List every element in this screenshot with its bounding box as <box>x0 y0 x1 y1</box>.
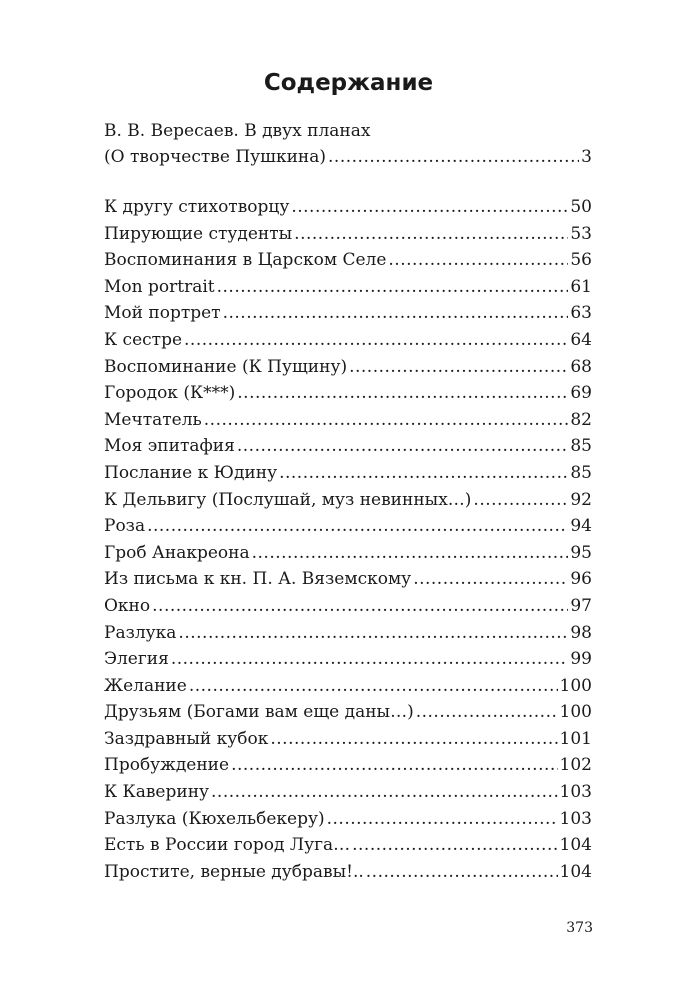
dot-leader <box>413 566 568 593</box>
toc-entry-title: К другу стихотворцу <box>104 197 290 217</box>
toc-entry-page-number: 103 <box>559 808 592 829</box>
toc-entry-title: Mon portrait <box>104 276 215 297</box>
toc-entry <box>104 513 592 540</box>
dot-leader <box>184 327 568 354</box>
toc-entry-page-number: 61 <box>570 276 592 297</box>
toc-entry-page-number: 92 <box>570 489 592 510</box>
toc-entry-page-number: 96 <box>570 569 592 590</box>
toc-entry-page-number: 50 <box>570 197 592 217</box>
page-title: Содержание <box>263 70 434 96</box>
dot-leader <box>237 380 568 407</box>
toc-entry-title: Воспоминания в Царском Селе <box>104 250 387 271</box>
dot-leader <box>291 194 568 221</box>
toc-entry <box>104 620 592 647</box>
toc-entry-title: К сестре <box>104 329 183 350</box>
toc-entry <box>104 673 592 700</box>
toc-entry-page-number: 103 <box>559 782 592 803</box>
toc-entry <box>104 247 592 274</box>
preface-page-number: 3 <box>581 147 592 167</box>
toc-entry-page-number: 64 <box>570 329 592 350</box>
dot-leader <box>327 806 558 833</box>
toc-entry-page-number: 97 <box>570 595 592 616</box>
dot-leader <box>388 247 568 274</box>
dot-leader <box>473 487 568 514</box>
toc-entry <box>104 779 592 806</box>
toc-entry-page-number: 69 <box>570 383 592 404</box>
dot-leader <box>270 726 557 753</box>
toc-entry-title: Желание <box>104 675 187 696</box>
dot-leader <box>294 221 568 248</box>
toc-entry <box>104 593 592 620</box>
toc-entry-title: Разлука <box>104 622 177 643</box>
toc-entry-title: Друзьям (Богами вам еще даны…) <box>104 702 414 723</box>
dot-leader <box>252 540 569 567</box>
dot-leader <box>189 673 558 700</box>
toc-entry-page-number: 100 <box>559 702 592 723</box>
toc-entry <box>104 327 592 354</box>
toc-entry-page-number: 53 <box>570 223 592 244</box>
toc-entry <box>104 274 592 301</box>
toc-entry-title: Разлука (Кюхельбекеру) <box>104 808 325 829</box>
toc-entry <box>104 806 592 833</box>
dot-leader <box>237 433 569 460</box>
toc-entry-title: Простите, верные дубравы!.. <box>104 861 364 882</box>
toc-entry-page-number: 104 <box>559 835 592 856</box>
dot-leader <box>178 620 568 647</box>
dot-leader <box>211 779 558 806</box>
table-of-contents <box>104 194 592 885</box>
dot-leader <box>328 144 579 170</box>
toc-entry-title: Элегия <box>104 649 169 670</box>
toc-entry-title: Окно <box>104 595 151 616</box>
toc-entry-page-number: 63 <box>570 303 592 324</box>
toc-entry <box>104 300 592 327</box>
dot-leader <box>223 300 569 327</box>
dot-leader <box>152 593 568 620</box>
toc-entry <box>104 433 592 460</box>
dot-leader <box>279 460 568 487</box>
toc-entry <box>104 487 592 514</box>
toc-entry-title: Мой портрет <box>104 303 221 324</box>
toc-entry <box>104 566 592 593</box>
toc-entry-page-number: 104 <box>559 861 592 882</box>
toc-entry-title: Послание к Юдину <box>104 462 278 483</box>
toc-entry-page-number: 56 <box>570 250 592 271</box>
toc-entry-title: Пробуждение <box>104 755 230 776</box>
toc-entry-page-number: 85 <box>570 462 592 483</box>
preface-line-1 <box>104 118 592 144</box>
toc-entry <box>104 221 592 248</box>
dot-leader <box>171 646 569 673</box>
toc-entry <box>104 460 592 487</box>
toc-entry <box>104 407 592 434</box>
toc-entry-page-number: 85 <box>570 436 592 457</box>
toc-entry-page-number: 95 <box>570 542 592 563</box>
dot-leader <box>147 513 568 540</box>
toc-entry-title: Заздравный кубок <box>104 728 269 749</box>
toc-entry <box>104 726 592 753</box>
toc-entry <box>104 859 592 886</box>
toc-entry-page-number: 98 <box>570 622 592 643</box>
toc-entry-title: Моя эпитафия <box>104 436 235 457</box>
toc-entry <box>104 540 592 567</box>
dot-leader <box>204 407 569 434</box>
toc-entry-page-number: 102 <box>559 755 592 776</box>
toc-entry-page-number: 94 <box>570 516 592 537</box>
dot-leader <box>217 274 569 301</box>
toc-entry-title: Гроб Анакреона <box>104 542 250 563</box>
toc-entry-title: К Каверину <box>104 782 210 803</box>
toc-entry <box>104 752 592 779</box>
toc-entry <box>104 832 592 859</box>
dot-leader <box>416 699 558 726</box>
toc-entry-title: Из письма к кн. П. А. Вяземскому <box>104 569 412 590</box>
preface-line-2 <box>104 144 592 170</box>
toc-entry <box>104 194 592 221</box>
toc-entry <box>104 380 592 407</box>
toc-entry <box>104 354 592 381</box>
toc-entry <box>104 699 592 726</box>
toc-entry-page-number: 82 <box>570 409 592 430</box>
toc-entry-title: Есть в России город Луга… <box>104 835 351 856</box>
toc-entry-title: Городок (К***) <box>104 383 236 404</box>
toc-entry <box>104 646 592 673</box>
dot-leader <box>231 752 557 779</box>
toc-entry-page-number: 100 <box>559 675 592 696</box>
dot-leader <box>366 859 558 886</box>
toc-entry-page-number: 68 <box>570 356 592 377</box>
toc-entry-title: К Дельвигу (Послушай, муз невинных…) <box>104 489 472 510</box>
toc-entry-title: Мечтатель <box>104 409 202 430</box>
toc-entry-page-number: 99 <box>570 649 592 670</box>
dot-leader <box>349 354 568 381</box>
toc-entry-title: Роза <box>104 516 146 537</box>
folio-page-number: 373 <box>566 920 593 936</box>
dot-leader <box>352 832 557 859</box>
preface-title-line-1: В. В. Вересаев. В двух планах <box>104 121 371 141</box>
preface-title-line-2: (О творчестве Пушкина) <box>104 147 327 167</box>
toc-entry-title: Пирующие студенты <box>104 223 293 244</box>
toc-preface <box>104 118 592 170</box>
toc-entry-title: Воспоминание (К Пущину) <box>104 356 348 377</box>
toc-entry-page-number: 101 <box>559 728 592 749</box>
